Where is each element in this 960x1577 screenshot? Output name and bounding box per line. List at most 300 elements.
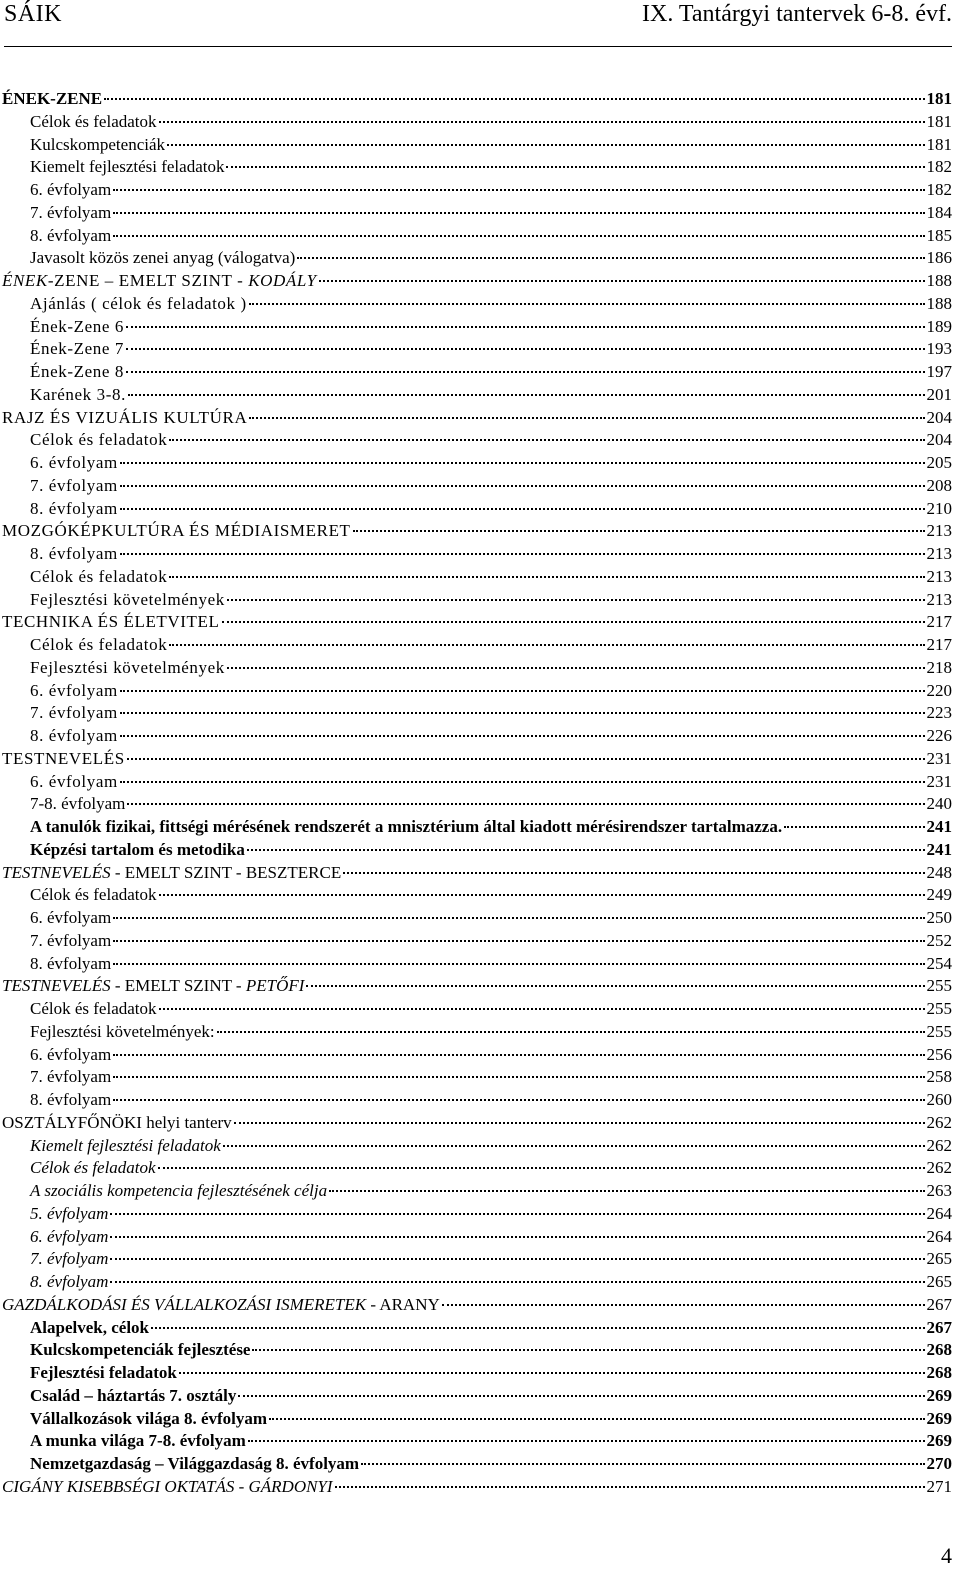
toc-entry-page: 260 (926, 1090, 952, 1109)
toc-entry-title (30, 907, 111, 930)
toc-entry[interactable] (2, 316, 952, 339)
toc-entry-title-part: Javasolt közös zenei anyag (válogatva) (30, 248, 296, 268)
toc-entry-page: 265 (926, 1272, 952, 1291)
toc-entry-title (30, 1271, 108, 1294)
toc-entry-title (30, 179, 111, 202)
toc-entry-title-part: A munka világa 7-8. évfolyam (30, 1431, 246, 1451)
toc-entry-title-part: Vállalkozások világa 8. évfolyam (30, 1408, 268, 1428)
toc-entry-title (30, 1362, 177, 1385)
toc-entry-title-part: OSZTÁLYFŐNÖKI helyi tanterv (2, 1112, 232, 1132)
toc-entry-title-part: 6. évfolyam (30, 908, 112, 927)
toc-entry-page: 220 (926, 680, 952, 700)
toc-entry[interactable] (2, 1385, 952, 1408)
toc-entry-page: 231 (926, 771, 952, 791)
toc-leader-dots (361, 1462, 924, 1465)
toc-entry-title-part: 7. évfolyam (30, 703, 118, 723)
toc-entry-title-part: Alapelvek, célok (30, 1317, 149, 1337)
toc-entry-title-part: TESTNEVELÉS (2, 862, 111, 882)
toc-entry-title-part: Célok és feladatok (30, 999, 157, 1018)
toc-entry-title (2, 975, 304, 998)
toc-entry-title-part: 7-8. évfolyam (30, 794, 126, 814)
toc-entry-title-part: Kulcskompetenciák fejlesztése (30, 1340, 251, 1360)
toc-entry[interactable] (2, 498, 952, 521)
toc-entry-page: 250 (926, 908, 952, 927)
toc-leader-dots (297, 256, 924, 259)
toc-leader-dots (169, 575, 924, 578)
toc-entry-page: 262 (926, 1135, 952, 1155)
toc-entry[interactable] (2, 1408, 952, 1431)
toc-entry[interactable] (2, 930, 952, 953)
toc-entry-title-part: -ZENE – EMELT SZINT - (47, 271, 249, 290)
toc-entry-page: 218 (926, 657, 952, 677)
table-of-contents (2, 88, 952, 1499)
toc-entry-title (30, 498, 118, 521)
toc-entry-title (30, 111, 157, 134)
toc-entry-title (30, 793, 125, 816)
toc-entry[interactable] (2, 1066, 952, 1089)
toc-entry-page: 255 (926, 976, 952, 996)
toc-entry-title (2, 407, 247, 430)
toc-leader-dots (120, 734, 925, 737)
toc-entry-title-part: Nemzetgazdaság – Világgazdaság 8. évfolyam (30, 1454, 360, 1473)
toc-leader-dots (120, 711, 925, 714)
toc-entry-title (30, 1408, 267, 1431)
toc-entry-page: 213 (926, 589, 952, 609)
toc-entry-title (30, 202, 111, 225)
toc-entry-page: 189 (926, 316, 952, 336)
toc-entry-title-part: - ARANY (366, 1294, 440, 1314)
toc-leader-dots (126, 347, 925, 350)
toc-entry-title (30, 475, 118, 498)
toc-entry-title (30, 998, 157, 1021)
toc-entry-page: 255 (926, 999, 952, 1018)
toc-entry-title-part: Karének 3-8. (30, 384, 126, 404)
toc-entry-title-part: Képzési tartalom és metodika (30, 839, 245, 859)
toc-entry-title (30, 543, 118, 566)
toc-entry[interactable] (2, 816, 952, 839)
toc-leader-dots (159, 120, 925, 123)
toc-leader-dots (120, 484, 925, 487)
toc-entry-page: 263 (926, 1181, 952, 1200)
toc-entry-title (30, 225, 111, 248)
toc-entry-title (2, 520, 351, 543)
toc-entry-page: 181 (926, 134, 952, 154)
toc-entry-title (30, 1044, 111, 1067)
toc-entry-title (30, 1135, 221, 1158)
toc-entry-title (30, 361, 124, 384)
toc-entry-title-part: KODÁLY (248, 271, 317, 290)
toc-leader-dots (104, 97, 924, 100)
toc-entry[interactable] (2, 589, 952, 612)
toc-entry-title (30, 1453, 359, 1476)
toc-entry-title (30, 634, 167, 657)
toc-leader-dots (227, 598, 925, 601)
toc-entry-title (2, 88, 102, 111)
toc-entry-page: 256 (926, 1044, 952, 1064)
toc-entry-title (30, 771, 118, 794)
toc-entry-title-part: GAZDÁLKODÁSI ÉS VÁLLALKOZÁSI ISMERETEK (2, 1294, 367, 1314)
toc-entry-title (2, 611, 220, 634)
toc-leader-dots (335, 1485, 925, 1488)
toc-leader-dots (113, 1075, 924, 1078)
toc-entry-title (30, 429, 167, 452)
toc-entry[interactable] (2, 1453, 952, 1476)
toc-leader-dots (128, 393, 925, 396)
toc-entry-title (30, 657, 225, 680)
toc-leader-dots (167, 143, 924, 146)
toc-entry-title (30, 680, 118, 703)
toc-entry-page: 213 (926, 566, 952, 586)
toc-entry-title (30, 1066, 111, 1089)
toc-leader-dots (252, 1348, 924, 1351)
toc-entry[interactable] (2, 998, 952, 1021)
toc-entry-page: 217 (926, 635, 952, 654)
toc-entry[interactable] (2, 1226, 952, 1249)
toc-entry-title-part: ÉNEK-ZENE (2, 89, 103, 108)
toc-entry-title-part: TECHNIKA ÉS ÉLETVITEL (2, 612, 220, 632)
toc-entry-title-part: 8. évfolyam (30, 498, 118, 518)
toc-entry-title (30, 839, 245, 862)
toc-entry-title-part: Kulcskompetenciák (30, 134, 166, 154)
toc-entry[interactable] (2, 293, 952, 316)
toc-entry[interactable] (2, 452, 952, 475)
toc-entry-title-part: ÉNEK (2, 271, 48, 290)
toc-entry[interactable] (2, 839, 952, 862)
toc-entry-title-part: 7. évfolyam (30, 202, 112, 222)
toc-entry-title-part: CIGÁNY KISEBBSÉGI OKTATÁS - GÁRDONYI (2, 1476, 333, 1496)
toc-entry[interactable] (2, 1180, 952, 1203)
toc-entry-page: 270 (926, 1454, 952, 1473)
toc-entry-title-part: MOZGÓKÉPKULTÚRA ÉS MÉDIAISMERET (2, 521, 351, 541)
toc-entry-title (30, 1089, 111, 1112)
toc-entry-page: 213 (926, 544, 952, 563)
toc-entry-title-part: 8. évfolyam (30, 953, 112, 973)
toc-entry[interactable] (2, 975, 952, 998)
toc-entry-page: 241 (926, 839, 952, 859)
toc-entry[interactable] (2, 156, 952, 179)
toc-entry-title-part: Fejlesztési követelmények (30, 589, 225, 609)
toc-entry-title-part: Célok és feladatok (30, 111, 157, 131)
toc-entry[interactable] (2, 134, 952, 157)
toc-entry-page: 208 (926, 475, 952, 495)
toc-entry-title-part: 6. évfolyam (30, 1226, 109, 1246)
toc-entry-title (30, 384, 126, 407)
toc-entry-page: 185 (926, 225, 952, 245)
toc-leader-dots (110, 1235, 924, 1238)
toc-entry-title-part: 7. évfolyam (30, 1067, 112, 1087)
toc-entry[interactable] (2, 566, 952, 589)
toc-leader-dots (113, 939, 924, 942)
toc-entry[interactable] (2, 1476, 952, 1499)
toc-leader-dots (120, 461, 925, 464)
toc-leader-dots (158, 1166, 925, 1169)
toc-entry[interactable] (2, 543, 952, 566)
toc-leader-dots (353, 529, 925, 532)
toc-leader-dots (217, 1030, 925, 1033)
toc-entry-title (2, 270, 317, 293)
toc-entry-page: 271 (926, 1476, 952, 1496)
toc-entry-title-part: 6. évfolyam (30, 180, 112, 199)
toc-entry-page: 240 (926, 794, 952, 814)
toc-entry-title (30, 1203, 108, 1226)
toc-entry[interactable] (2, 771, 952, 794)
toc-entry-title (30, 452, 118, 475)
toc-entry-title-part: Ének-Zene 8 (30, 362, 124, 381)
toc-leader-dots (113, 234, 924, 237)
toc-entry-title-part: 7. évfolyam (30, 930, 112, 950)
toc-entry[interactable] (2, 862, 952, 885)
toc-entry[interactable] (2, 1112, 952, 1135)
toc-leader-dots (126, 325, 925, 328)
toc-entry[interactable] (2, 1317, 952, 1340)
toc-entry[interactable] (2, 270, 952, 293)
toc-entry[interactable] (2, 1157, 952, 1180)
toc-entry-title (30, 1430, 246, 1453)
toc-entry-title-part: Ajánlás ( célok és feladatok ) (30, 293, 247, 313)
toc-entry[interactable] (2, 1203, 952, 1226)
toc-entry-title (2, 1476, 333, 1499)
toc-leader-dots (120, 780, 925, 783)
toc-entry-title-part: Kiemelt fejlesztési feladatok (30, 157, 225, 177)
toc-entry[interactable] (2, 748, 952, 771)
page-number: 4 (941, 1543, 952, 1568)
toc-leader-dots (113, 916, 924, 919)
toc-leader-dots (120, 689, 925, 692)
toc-entry[interactable] (2, 725, 952, 748)
toc-entry-title-part: Célok és feladatok (30, 566, 168, 586)
toc-entry-page: 255 (926, 1021, 952, 1041)
toc-leader-dots (343, 871, 924, 874)
toc-entry[interactable] (2, 793, 952, 816)
toc-leader-dots (127, 757, 925, 760)
toc-entry[interactable] (2, 657, 952, 680)
toc-entry-title-part: Célok és feladatok (30, 430, 168, 450)
toc-entry-title-part: Célok és feladatok (30, 635, 168, 654)
toc-entry-page: 249 (926, 885, 952, 905)
toc-leader-dots (306, 984, 924, 987)
toc-entry-title-part: Fejlesztési követelmények (30, 657, 225, 677)
toc-leader-dots (784, 825, 924, 828)
toc-entry-page: 193 (926, 339, 952, 359)
toc-leader-dots (120, 552, 925, 555)
toc-entry-title-part: RAJZ ÉS VIZUÁLIS KULTÚRA (2, 407, 248, 427)
toc-leader-dots (110, 1280, 924, 1283)
toc-entry-page: 262 (926, 1158, 952, 1178)
toc-entry[interactable] (2, 475, 952, 498)
toc-entry[interactable] (2, 1044, 952, 1067)
toc-entry-title-part: Fejlesztési feladatok (30, 1363, 177, 1382)
toc-entry[interactable] (2, 407, 952, 430)
toc-entry-title-part: 7. évfolyam (30, 1249, 109, 1269)
toc-entry-page: 223 (926, 703, 952, 723)
toc-entry-title-part: 8. évfolyam (30, 726, 118, 745)
toc-entry[interactable] (2, 179, 952, 202)
toc-leader-dots (113, 1098, 924, 1101)
toc-entry-title (30, 1385, 236, 1408)
toc-entry-title-part: 6. évfolyam (30, 1044, 112, 1064)
header-school-name: SÁIK (4, 1, 63, 27)
toc-entry-title-part: 5. évfolyam (30, 1203, 109, 1223)
toc-entry-page: 267 (926, 1294, 952, 1314)
toc-entry-page: 186 (926, 248, 952, 268)
toc-entry-title (2, 1112, 232, 1135)
toc-entry-page: 241 (926, 817, 952, 836)
toc-entry-title-part: TESTNEVELÉS (2, 748, 125, 768)
toc-entry[interactable] (2, 384, 952, 407)
toc-leader-dots (113, 1053, 924, 1056)
toc-entry-title (30, 1248, 108, 1271)
toc-entry-title (30, 1157, 156, 1180)
toc-entry-title-part: Célok és feladatok (30, 1158, 156, 1178)
toc-leader-dots (222, 620, 925, 623)
toc-entry[interactable] (2, 1248, 952, 1271)
toc-entry-title-part: Fejlesztési követelmények: (30, 1021, 215, 1041)
toc-entry[interactable] (2, 429, 952, 452)
header-rule (4, 46, 952, 47)
toc-entry-title (30, 134, 165, 157)
toc-entry-page: 231 (926, 748, 952, 768)
toc-entry-page: 181 (926, 111, 952, 131)
toc-entry-page: 182 (926, 180, 952, 199)
toc-entry-page: 182 (926, 157, 952, 177)
toc-entry-page: 269 (926, 1385, 952, 1405)
toc-leader-dots (249, 302, 925, 305)
toc-entry-page: 268 (926, 1363, 952, 1382)
toc-leader-dots (234, 1121, 925, 1124)
toc-entry[interactable] (2, 1430, 952, 1453)
toc-entry-title (30, 566, 167, 589)
header-section-title: IX. Tantárgyi tantervek 6-8. évf. (642, 1, 952, 27)
toc-entry-title (30, 953, 111, 976)
toc-leader-dots (110, 1257, 924, 1260)
toc-entry[interactable] (2, 225, 952, 248)
toc-entry[interactable] (2, 520, 952, 543)
toc-leader-dots (159, 893, 925, 896)
toc-entry[interactable] (2, 680, 952, 703)
toc-entry-title-part: 7. évfolyam (30, 475, 118, 495)
toc-entry-page: 269 (926, 1431, 952, 1451)
toc-entry-title-part: Célok és feladatok (30, 885, 157, 905)
toc-entry-title-part: 6. évfolyam (30, 453, 118, 472)
toc-entry[interactable] (2, 1362, 952, 1385)
toc-entry-title (30, 702, 118, 725)
toc-leader-dots (113, 188, 924, 191)
toc-entry-title (30, 338, 124, 361)
toc-entry[interactable] (2, 1021, 952, 1044)
toc-entry-page: 205 (926, 453, 952, 472)
toc-entry-title (30, 1021, 215, 1044)
toc-entry-page: 265 (926, 1249, 952, 1269)
toc-entry[interactable] (2, 634, 952, 657)
toc-entry-title (30, 1180, 327, 1203)
toc-leader-dots (113, 962, 924, 965)
toc-entry-page: 188 (926, 293, 952, 313)
toc-entry[interactable] (2, 1089, 952, 1112)
toc-leader-dots (110, 1212, 924, 1215)
toc-entry-page: 264 (926, 1226, 952, 1246)
toc-entry-page: 213 (926, 521, 952, 541)
toc-entry[interactable] (2, 338, 952, 361)
toc-entry-page: 262 (926, 1112, 952, 1132)
toc-entry[interactable] (2, 1135, 952, 1158)
toc-entry[interactable] (2, 361, 952, 384)
toc-leader-dots (226, 165, 924, 168)
toc-leader-dots (319, 279, 925, 282)
toc-leader-dots (442, 1303, 925, 1306)
toc-entry[interactable] (2, 907, 952, 930)
toc-entry-title-part: 6. évfolyam (30, 771, 118, 791)
toc-entry[interactable] (2, 1294, 952, 1317)
toc-entry[interactable] (2, 202, 952, 225)
page-header (4, 0, 952, 34)
toc-entry-page: 204 (926, 430, 952, 450)
toc-entry-page: 268 (926, 1340, 952, 1360)
toc-entry-title (30, 1339, 250, 1362)
toc-entry-title (2, 748, 125, 771)
toc-entry[interactable] (2, 111, 952, 134)
toc-entry-title-part: Család – háztartás 7. osztály (30, 1385, 237, 1405)
toc-entry-title (30, 725, 118, 748)
toc-entry-page: 210 (926, 498, 952, 518)
toc-entry-title-part: 8. évfolyam (30, 1090, 112, 1109)
toc-entry[interactable] (2, 88, 952, 111)
toc-entry-title (30, 1317, 149, 1340)
toc-entry-title-part: TESTNEVELÉS (2, 976, 111, 996)
toc-entry-page: 264 (926, 1203, 952, 1223)
toc-entry-page: 267 (926, 1317, 952, 1337)
toc-entry-title-part: 8. évfolyam (30, 1272, 109, 1291)
toc-entry[interactable] (2, 884, 952, 907)
toc-leader-dots (269, 1417, 924, 1420)
toc-entry-title (30, 1226, 108, 1249)
toc-entry-title (30, 316, 124, 339)
toc-entry-title (30, 884, 157, 907)
toc-entry-page: 226 (926, 726, 952, 745)
toc-entry[interactable] (2, 702, 952, 725)
toc-entry-title-part: 8. évfolyam (30, 544, 118, 563)
toc-entry-title-part: A szociális kompetencia fejlesztésének célja (30, 1181, 328, 1200)
toc-entry[interactable] (2, 247, 952, 270)
toc-leader-dots (227, 666, 925, 669)
toc-leader-dots (151, 1326, 925, 1329)
toc-leader-dots (248, 1439, 925, 1442)
toc-entry-title (30, 816, 782, 839)
toc-entry-title-part: Ének-Zene 6 (30, 316, 124, 336)
toc-entry-title-part: 8. évfolyam (30, 225, 112, 245)
toc-entry[interactable] (2, 611, 952, 634)
toc-entry-page: 248 (926, 862, 952, 882)
toc-entry[interactable] (2, 1339, 952, 1362)
toc-entry-page: 217 (926, 612, 952, 632)
toc-leader-dots (249, 416, 924, 419)
toc-entry-page: 201 (926, 384, 952, 404)
toc-entry[interactable] (2, 1271, 952, 1294)
toc-entry[interactable] (2, 953, 952, 976)
toc-entry-page: 252 (926, 930, 952, 950)
toc-leader-dots (329, 1189, 924, 1192)
toc-entry-title-part: - EMELT SZINT - (110, 976, 246, 996)
toc-leader-dots (113, 211, 924, 214)
toc-leader-dots (179, 1371, 925, 1374)
toc-entry-title (2, 862, 341, 885)
toc-entry-page: 258 (926, 1067, 952, 1087)
toc-entry-page: 184 (926, 202, 952, 222)
toc-leader-dots (120, 507, 925, 510)
toc-entry-page: 204 (926, 407, 952, 427)
toc-entry-title-part: - EMELT SZINT - BESZTERCE (110, 862, 342, 882)
toc-entry-title-part: Kiemelt fejlesztési feladatok (30, 1135, 221, 1155)
toc-leader-dots (169, 643, 924, 646)
